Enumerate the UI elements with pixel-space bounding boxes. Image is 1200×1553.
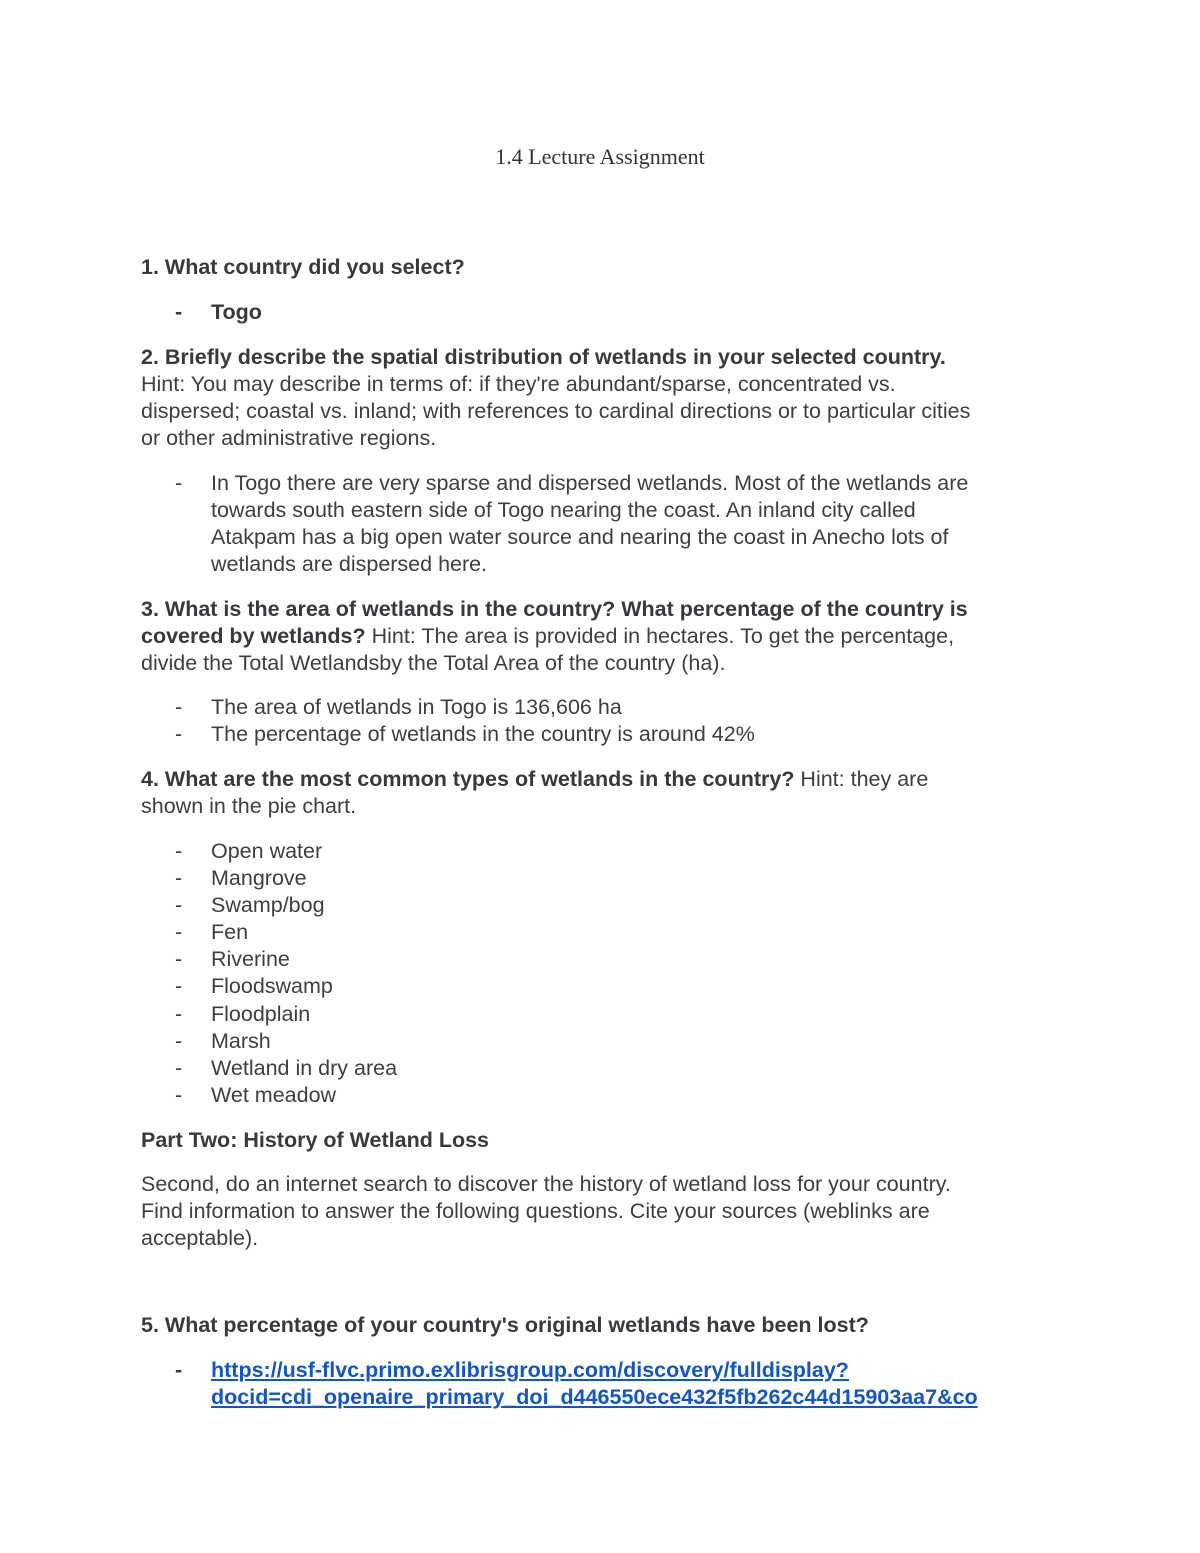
- question-2-hint-line: Hint: You may describe in terms of: if they're abundant/sparse, concentrated vs.: [141, 372, 896, 396]
- question-1: 1. What country did you select?: [141, 255, 465, 279]
- question-2: 2. Briefly describe the spatial distribution of wetlands in your selected country.: [141, 345, 946, 369]
- bullet-dash: -: [175, 947, 183, 971]
- question-2-hint-line: dispersed; coastal vs. inland; with references to cardinal directions or to particular cities: [141, 399, 971, 423]
- question-3-line: [141, 623, 1061, 650]
- bullet-dash: -: [175, 300, 183, 324]
- bullet-dash: -: [175, 722, 183, 746]
- wetland-type-text: Riverine: [211, 947, 290, 971]
- bullet-dash: -: [175, 893, 183, 917]
- bullet-dash: -: [175, 920, 183, 944]
- bullet-dash: -: [175, 695, 183, 719]
- answer-2-line: wetlands are dispersed here.: [211, 552, 488, 576]
- answer-1-text: Togo: [211, 300, 262, 324]
- wetland-type-text: Swamp/bog: [211, 893, 325, 917]
- wetland-type-text: Open water: [211, 839, 323, 863]
- bullet-dash: -: [175, 1056, 183, 1080]
- question-5: 5. What percentage of your country's original wetlands have been lost?: [141, 1313, 869, 1337]
- bullet-dash: -: [175, 1083, 183, 1107]
- question-4-hint-line: shown in the pie chart.: [141, 794, 357, 818]
- wetland-type-text: Floodswamp: [211, 974, 333, 998]
- part-two-line: acceptable).: [141, 1226, 259, 1250]
- question-3-bold: covered by wetlands?: [141, 624, 366, 648]
- question-2-hint-line: or other administrative regions.: [141, 426, 437, 450]
- bullet-dash: -: [175, 1029, 183, 1053]
- wetland-type-text: Mangrove: [211, 866, 307, 890]
- wetland-type-text: Wet meadow: [211, 1083, 337, 1107]
- question-4-bold: 4. What are the most common types of wetlands in the country?: [141, 767, 795, 791]
- section-heading: Part Two: History of Wetland Loss: [141, 1128, 490, 1152]
- bullet-dash: -: [175, 1002, 183, 1026]
- bullet-dash: -: [175, 974, 183, 998]
- page-title: 1.4 Lecture Assignment: [495, 144, 705, 169]
- bullet-dash: -: [175, 839, 183, 863]
- answer-2-line: Atakpam has a big open water source and nearing the coast in Anecho lots of: [211, 525, 949, 549]
- question-3-line: 3. What is the area of wetlands in the country? What percentage of the country is: [141, 597, 968, 621]
- answer-2-line: In Togo there are very sparse and dispersed wetlands. Most of the wetlands are: [211, 471, 969, 495]
- answer-3-text: The area of wetlands in Togo is 136,606 ha: [211, 695, 622, 719]
- question-3-hint-line: divide the Total Wetlandsby the Total Area of the country (ha).: [141, 651, 726, 675]
- answer-3-text: The percentage of wetlands in the country is around 42%: [211, 722, 755, 746]
- wetland-type-text: Marsh: [211, 1029, 271, 1053]
- wetland-type-text: Floodplain: [211, 1002, 311, 1026]
- part-two-line: Find information to answer the following questions. Cite your sources (weblinks are: [141, 1199, 930, 1223]
- question-4-line: [141, 766, 1061, 793]
- question-4-hint: Hint: they are: [794, 767, 929, 791]
- wetland-type-text: Wetland in dry area: [211, 1056, 398, 1080]
- bullet-dash: -: [175, 1358, 183, 1382]
- part-two-line: Second, do an internet search to discover the history of wetland loss for your country.: [141, 1172, 951, 1196]
- answer-2-line: towards south eastern side of Togo nearing the coast. An inland city called: [211, 498, 916, 522]
- source-link[interactable]: docid=cdi_openaire_primary_doi_d446550ece432f5fb262c44d15903aa7&co: [211, 1385, 978, 1409]
- bullet-dash: -: [175, 866, 183, 890]
- question-3-hint: Hint: The area is provided in hectares. To get the percentage,: [365, 624, 955, 648]
- source-link[interactable]: https://usf-flvc.primo.exlibrisgroup.com/discovery/fulldisplay?: [211, 1358, 849, 1382]
- wetland-type-text: Fen: [211, 920, 249, 944]
- bullet-dash: -: [175, 471, 183, 495]
